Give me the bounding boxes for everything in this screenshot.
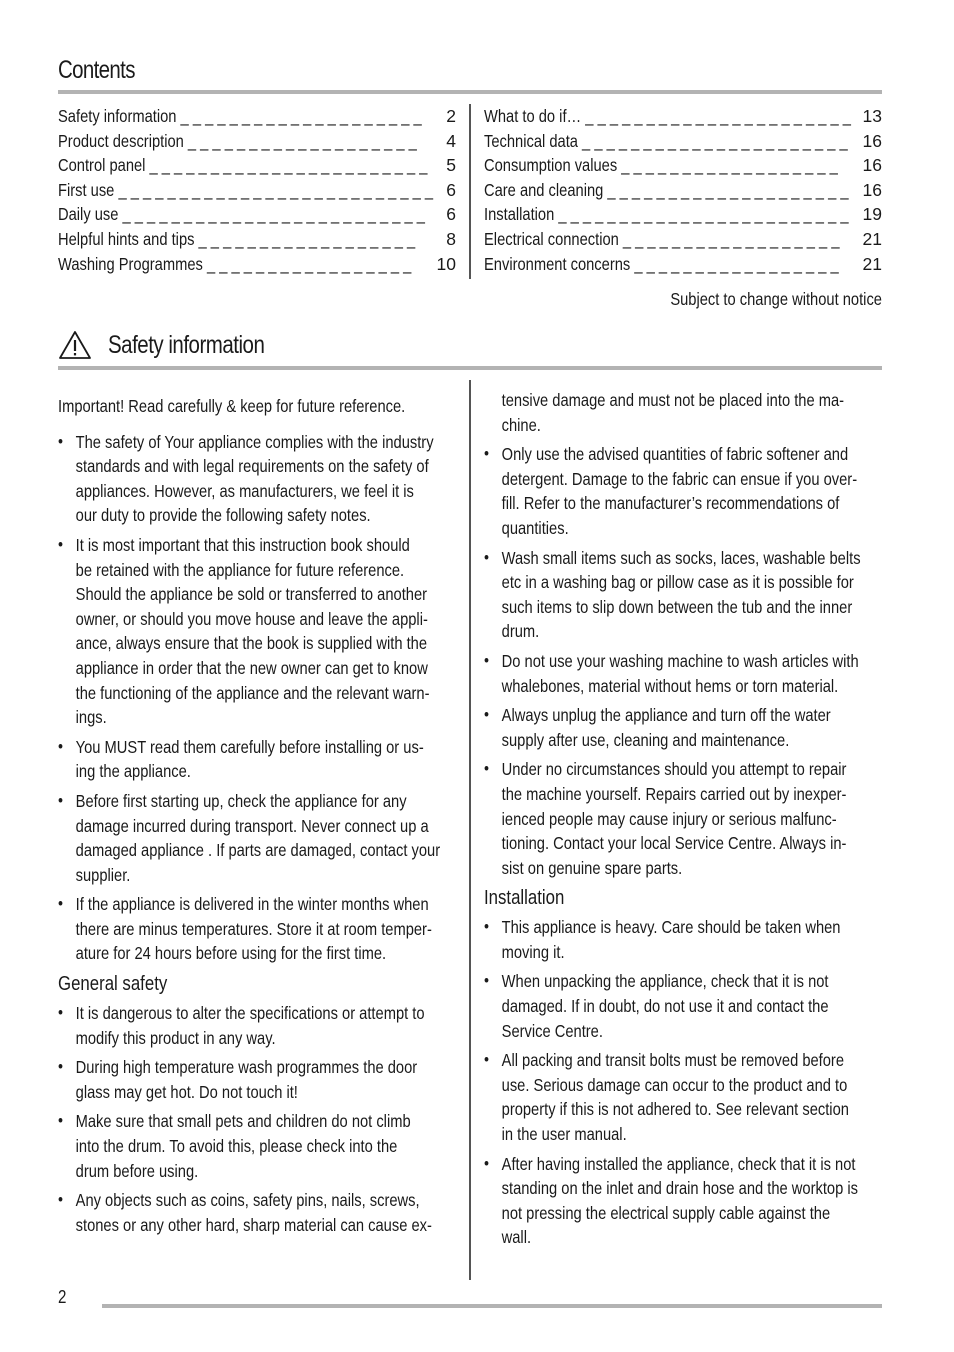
bullet-item bbox=[58, 1188, 432, 1237]
bullet-item bbox=[484, 1152, 858, 1250]
bullet-line: the machine yourself. Repairs carried out by inexper- bbox=[501, 783, 847, 804]
intro-text: Read carefully & keep for future reference. bbox=[124, 396, 406, 416]
bullet-item bbox=[484, 546, 861, 644]
toc-entry bbox=[58, 202, 456, 227]
toc-entry bbox=[58, 129, 456, 154]
left-column bbox=[58, 388, 456, 1242]
bullet-line: When unpacking the appliance, check that it is not bbox=[501, 971, 829, 992]
bullet-line: damaged appliance . If parts are damaged, contact your bbox=[75, 840, 441, 861]
bullet-dot-icon: • bbox=[484, 705, 490, 725]
bullet-line: This appliance is heavy. Care should be taken when bbox=[501, 917, 841, 938]
toc-entry bbox=[484, 227, 882, 252]
contents-rule bbox=[58, 90, 882, 94]
bullet-dot-icon: • bbox=[58, 1003, 64, 1023]
bullet-dot-icon: • bbox=[484, 971, 490, 991]
safety-rule bbox=[58, 366, 882, 370]
bullet-dot-icon: • bbox=[58, 894, 64, 914]
bullet-item bbox=[58, 735, 424, 784]
continued-line: tensive damage and must not be placed into the ma- bbox=[501, 390, 845, 410]
toc-entry-label: Care and cleaning _ _ _ _ _ _ _ _ _ _ _ _ _ _ _ _ _ _ _ _ bbox=[484, 179, 849, 200]
bullet-line: Any objects such as coins, safety pins, nails, screws, bbox=[75, 1190, 420, 1211]
toc-entry-label: Environment concerns _ _ _ _ _ _ _ _ _ _ _ _ _ _ _ _ _ bbox=[484, 253, 839, 274]
bullet-line: ings. bbox=[75, 707, 107, 728]
bullet-item bbox=[58, 1001, 425, 1050]
bullet-line: fill. Refer to the manufacturer’s recommendations of bbox=[501, 493, 840, 514]
bullet-line: appliances. However, as manufacturers, we feel it is bbox=[75, 480, 414, 501]
bullet-item bbox=[484, 969, 829, 1043]
bullet-line: stones or any other hard, sharp material can cause ex- bbox=[75, 1214, 432, 1235]
bullet-dot-icon: • bbox=[484, 650, 490, 670]
toc-entry-label: Safety information _ _ _ _ _ _ _ _ _ _ _ _ _ _ _ _ _ _ _ _ bbox=[58, 106, 422, 126]
bullet-line: our duty to provide the following safety notes. bbox=[75, 505, 371, 526]
bullet-dot-icon: • bbox=[58, 431, 64, 451]
bullet-item bbox=[58, 533, 430, 730]
bullet-line: detergent. Damage to the fabric can ensue if you over- bbox=[501, 468, 858, 489]
continued-text bbox=[484, 388, 845, 437]
contents-title: Contents bbox=[58, 56, 135, 84]
column-divider bbox=[469, 380, 471, 1280]
bullet-line: glass may get hot. Do not touch it! bbox=[75, 1081, 298, 1102]
bullet-line: The safety of Your appliance complies with the industry bbox=[75, 431, 434, 452]
toc-entry-page: 2 bbox=[442, 104, 456, 129]
bullet-item bbox=[58, 892, 432, 966]
bullet-line: owner, or should you move house and leave the appli- bbox=[75, 608, 428, 629]
bullet-line: ing the appliance. bbox=[75, 761, 191, 782]
bullet-line: During high temperature wash programmes the door bbox=[75, 1057, 418, 1078]
toc-entry-page: 21 bbox=[859, 227, 882, 252]
bullet-line: Do not use your washing machine to wash articles with bbox=[501, 650, 859, 671]
bullet-item bbox=[58, 1109, 411, 1183]
toc-entry-label: Consumption values _ _ _ _ _ _ _ _ _ _ _ _ _ _ _ _ _ _ bbox=[484, 155, 838, 176]
bullet-line: supplier. bbox=[75, 864, 131, 885]
bullet-line: Should the appliance be sold or transferred to another bbox=[75, 584, 428, 605]
bullet-line: moving it. bbox=[501, 941, 565, 962]
bullet-dot-icon: • bbox=[58, 534, 64, 554]
bullet-dot-icon: • bbox=[58, 1111, 64, 1131]
toc-entry-page: 6 bbox=[442, 178, 456, 203]
toc-entry-label: Helpful hints and tips _ _ _ _ _ _ _ _ _ _ _ _ _ _ _ _ _ _ bbox=[58, 228, 416, 249]
bullet-item bbox=[58, 430, 434, 528]
toc-entry-label: Washing Programmes _ _ _ _ _ _ _ _ _ _ _ _ _ _ _ _ _ bbox=[58, 253, 412, 274]
bullet-dot-icon: • bbox=[484, 917, 490, 937]
bullet-dot-icon: • bbox=[484, 547, 490, 567]
bullet-item bbox=[484, 915, 841, 964]
toc-entry-page: 13 bbox=[859, 104, 882, 129]
bullet-item bbox=[58, 1055, 418, 1104]
bullet-dot-icon: • bbox=[58, 736, 64, 756]
bullet-item bbox=[484, 442, 858, 540]
bullet-dot-icon: • bbox=[484, 444, 490, 464]
bullet-line: Service Centre. bbox=[501, 1020, 603, 1041]
bullet-line: wall. bbox=[501, 1227, 532, 1248]
toc-left-column bbox=[58, 104, 456, 276]
bullet-line: modify this product in any way. bbox=[75, 1027, 276, 1048]
bullet-line: After having installed the appliance, check that it is not bbox=[501, 1153, 856, 1174]
bullet-line: drum. bbox=[501, 621, 540, 642]
toc-entry-page: 21 bbox=[859, 252, 882, 277]
bullet-dot-icon: • bbox=[58, 1057, 64, 1077]
bullet-line: appliance in order that the new owner can get to know bbox=[75, 657, 428, 678]
page-number: 2 bbox=[58, 1287, 67, 1307]
bullet-item bbox=[484, 703, 831, 752]
bullet-line: use. Serious damage can occur to the product and to bbox=[501, 1074, 848, 1095]
footer-rule bbox=[102, 1304, 882, 1308]
bullet-dot-icon: • bbox=[484, 759, 490, 779]
bullet-line: quantities. bbox=[501, 517, 569, 538]
bullet-item bbox=[484, 757, 847, 880]
bullet-line: If the appliance is delivered in the winter months when bbox=[75, 894, 429, 915]
bullet-line: You MUST read them carefully before installing or us- bbox=[75, 736, 424, 757]
bullet-dot-icon: • bbox=[484, 1050, 490, 1070]
bullet-line: damaged. If in doubt, do not use it and contact the bbox=[501, 996, 829, 1017]
toc-entry-page: 6 bbox=[442, 202, 456, 227]
bullet-line: drum before using. bbox=[75, 1160, 199, 1181]
toc-divider bbox=[469, 104, 471, 279]
bullet-line: ienced people may cause injury or serious malfunc- bbox=[501, 808, 837, 829]
toc-entry-label: Control panel _ _ _ _ _ _ _ _ _ _ _ _ _ _ _ _ _ _ _ _ _ _ _ bbox=[58, 155, 428, 176]
toc-entry-page: 8 bbox=[442, 227, 456, 252]
toc-entry bbox=[58, 104, 456, 129]
continued-line: chine. bbox=[501, 414, 541, 435]
toc-entry-label: What to do if… _ _ _ _ _ _ _ _ _ _ _ _ _ _ _ _ _ _ _ _ _ _ bbox=[484, 106, 851, 126]
bullet-line: Only use the advised quantities of fabric softener and bbox=[501, 444, 849, 465]
right-column bbox=[484, 388, 882, 1255]
general-safety-list bbox=[58, 1001, 456, 1237]
toc-entry-page: 5 bbox=[442, 153, 456, 178]
bullet-line: not pressing the electrical supply cable against the bbox=[501, 1202, 831, 1223]
bullet-item bbox=[484, 649, 859, 698]
bullet-line: Under no circumstances should you attempt to repair bbox=[501, 759, 847, 780]
safety-title: Safety information bbox=[108, 331, 265, 359]
intro-paragraph bbox=[58, 394, 406, 419]
toc-entry bbox=[484, 178, 882, 203]
toc-entry bbox=[484, 252, 882, 277]
installation-heading: Installation bbox=[484, 887, 565, 910]
bullet-line: in the user manual. bbox=[501, 1124, 627, 1145]
toc-entry-label: Daily use _ _ _ _ _ _ _ _ _ _ _ _ _ _ _ _ _ _ _ _ _ _ _ _ _ bbox=[58, 204, 425, 225]
safety-bullet-list-continued bbox=[484, 442, 882, 880]
bullet-line: whalebones, material without hems or torn material. bbox=[501, 675, 839, 696]
general-safety-heading: General safety bbox=[58, 973, 168, 996]
toc-entry-page: 4 bbox=[442, 129, 456, 154]
bullet-item bbox=[58, 789, 441, 887]
bullet-line: standing on the inlet and drain hose and the worktop is bbox=[501, 1178, 858, 1199]
bullet-line: damage incurred during transport. Never connect up a bbox=[75, 815, 429, 836]
bullet-line: the functioning of the appliance and the relevant warn- bbox=[75, 682, 430, 703]
bullet-item bbox=[484, 1048, 849, 1146]
bullet-line: Before first starting up, check the appliance for any bbox=[75, 790, 407, 811]
toc-entry-page: 19 bbox=[859, 202, 882, 227]
toc-entry-label: First use _ _ _ _ _ _ _ _ _ _ _ _ _ _ _ _ _ _ _ _ _ _ _ _ _ _ bbox=[58, 179, 434, 200]
bullet-line: ature for 24 hours before using for the first time. bbox=[75, 943, 387, 964]
toc-entry bbox=[58, 178, 456, 203]
change-notice: Subject to change without notice bbox=[670, 289, 882, 309]
bullet-line: It is dangerous to alter the specifications or attempt to bbox=[75, 1003, 425, 1024]
bullet-dot-icon: • bbox=[58, 1190, 64, 1210]
bullet-line: be retained with the appliance for future reference. bbox=[75, 559, 405, 580]
warning-triangle-icon bbox=[58, 330, 92, 360]
bullet-line: property if this is not adhered to. See relevant section bbox=[501, 1099, 849, 1120]
bullet-line: All packing and transit bolts must be removed before bbox=[501, 1050, 845, 1071]
toc-entry bbox=[484, 153, 882, 178]
toc-entry-page: 16 bbox=[859, 153, 882, 178]
bullet-line: ance, always ensure that the book is supplied with the bbox=[75, 633, 428, 654]
bullet-line: tioning. Contact your local Service Centre. Always in- bbox=[501, 833, 847, 854]
bullet-line: It is most important that this instruction book should bbox=[75, 534, 410, 555]
bullet-line: into the drum. To avoid this, please check into the bbox=[75, 1136, 398, 1157]
toc-entry-label: Technical data _ _ _ _ _ _ _ _ _ _ _ _ _ _ _ _ _ _ _ _ _ _ bbox=[484, 130, 848, 151]
bullet-line: there are minus temperatures. Store it at room temper- bbox=[75, 918, 432, 939]
toc-right-column bbox=[484, 104, 882, 276]
bullet-dot-icon: • bbox=[58, 790, 64, 810]
toc-entry-page: 16 bbox=[859, 129, 882, 154]
bullet-line: supply after use, cleaning and maintenance. bbox=[501, 729, 790, 750]
toc-entry-page: 16 bbox=[859, 178, 882, 203]
toc-entry-label: Product description _ _ _ _ _ _ _ _ _ _ _ _ _ _ _ _ _ _ _ bbox=[58, 130, 417, 151]
intro-important: Important! bbox=[58, 396, 125, 416]
toc-entry-label: Installation _ _ _ _ _ _ _ _ _ _ _ _ _ _ _ _ _ _ _ _ _ _ _ _ bbox=[484, 204, 849, 225]
bullet-line: such items to slip down between the tub and the inner bbox=[501, 596, 853, 617]
toc-entry bbox=[484, 129, 882, 154]
toc-entry bbox=[484, 202, 882, 227]
bullet-line: Wash small items such as socks, laces, washable belts bbox=[501, 547, 861, 568]
toc-entry bbox=[58, 227, 456, 252]
bullet-line: sist on genuine spare parts. bbox=[501, 857, 683, 878]
toc-entry bbox=[58, 153, 456, 178]
toc-entry bbox=[484, 104, 882, 129]
bullet-dot-icon: • bbox=[484, 1153, 490, 1173]
bullet-line: Always unplug the appliance and turn off the water bbox=[501, 705, 831, 726]
bullet-line: Make sure that small pets and children do not climb bbox=[75, 1111, 411, 1132]
toc-entry bbox=[58, 252, 456, 277]
safety-bullet-list bbox=[58, 430, 456, 966]
bullet-line: standards and with legal requirements on the safety of bbox=[75, 456, 429, 477]
bullet-line: etc in a washing bag or pillow case as it is possible for bbox=[501, 572, 854, 593]
toc-entry-page: 10 bbox=[433, 252, 456, 277]
toc-entry-label: Electrical connection _ _ _ _ _ _ _ _ _ _ _ _ _ _ _ _ _ _ bbox=[484, 228, 840, 249]
installation-list bbox=[484, 915, 882, 1250]
